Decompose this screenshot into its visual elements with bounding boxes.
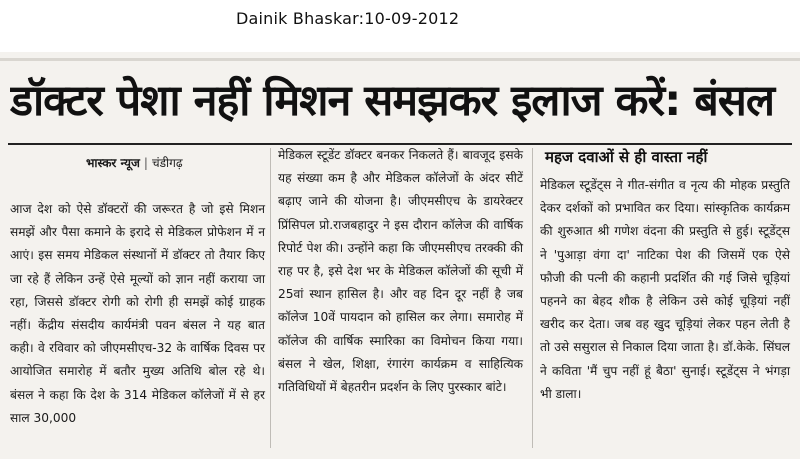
byline-place: चंडीगढ़ [151, 156, 183, 170]
article-column-1 [10, 198, 265, 456]
column-divider [270, 148, 271, 448]
source-date-label: Dainik Bhaskar:10-09-2012 [236, 9, 460, 28]
byline-agency: भास्कर न्यूज [86, 156, 140, 170]
column-3-text: मेडिकल स्टूडेंट्स ने गीत-संगीत व नृत्य की मोहक प्रस्तुति देकर दर्शकों को प्रभावित कर दिया। सांस्कृतिक कार्यक्रम की शुरुआत श्री गणेश वंदना की प्रस्तुति से हुई। स्टूडेंट्स ने 'पुआड़ा वंगा दा' नाटिका पेश की जिसमें एक ऐसे फौजी की पत्नी की कहानी प्रदर्शित की गई जिसे चूड़ियां पहनने का बेहद शौक है लेकिन उसे कोई चूड़ियां नहीं खरीद कर देता। जब वह खुद चूड़ियां लेकर पहन लेती है तो उसे ससुराल से निकाल दिया जाता है। डॉ.केके. सिंघल ने कविता 'मैं चुप नहीं हूं बैठा' सुनाई। स्टूडेंट्स ने भंगड़ा भी डाला। [540, 178, 790, 401]
column-1-text: आज देश को ऐसे डॉक्टरों की जरूरत है जो इसे मिशन समझें और पैसा कमाने के इरादे से मेडिकल प्रोफेशन में न आएं। इस समय मेडिकल संस्थानों में डॉक्टर तो तैयार किए जा रहे हैं लेकिन उन्हें ऐसे मूल्यों को ज्ञान नहीं कराया जा रहा, जिससे डॉक्टर रोगी को रोगी ही समझें कोई ग्राहक नहीं। केंद्रीय संसदीय कार्यमंत्री पवन बंसल ने यह बात कही। वे रविवार को जीएमसीएच-32 के वार्षिक दिवस पर आयोजित समारोह में बतौर मुख्य अतिथि बोल रहे थे। बंसल ने कहा कि देश के 314 मेडिकल कॉलेजों में से हर साल 30,000 [10, 202, 265, 425]
column-2-text: मेडिकल स्टूडेंट डॉक्टर बनकर निकलते हैं। बावजूद इसके यह संख्या कम है और मेडिकल कॉलेजों के अंदर सीटें बढ़ाए जाने की योजना है। जीएमसीएच के डायरेक्टर प्रिंसिपल प्रो.राजबहादुर ने इस दौरान कॉलेज की वार्षिक रिपोर्ट पेश की। उन्होंने कहा कि जीएमसीएच तरक्की की राह पर है, इसे देश भर के मेडिकल कॉलेजों की सूची में 25वां स्थान हासिल है। और वह दिन दूर नहीं है जब कॉलेज 10वें पायदान को हासिल कर लेगा। समारोह में कॉलेज की वार्षिक स्मारिका का विमोचन किया गया। बंसल ने खेल, शिक्षा, रंगारंग कार्यक्रम व साहित्यिक गतिविधियों में बेहतरीन प्रदर्शन के लिए पुरस्कार बांटे। [278, 148, 523, 395]
column-3-subheading: महज दवाओं से ही वास्ता नहीं [545, 148, 708, 166]
article-column-2 [278, 144, 523, 444]
headline: डॉक्टर पेशा नहीं मिशन समझकर इलाज करें: बंसल [10, 76, 775, 126]
byline [86, 152, 183, 174]
column-divider [532, 148, 533, 448]
article-column-3 [540, 174, 790, 424]
byline-separator: | [143, 156, 148, 170]
